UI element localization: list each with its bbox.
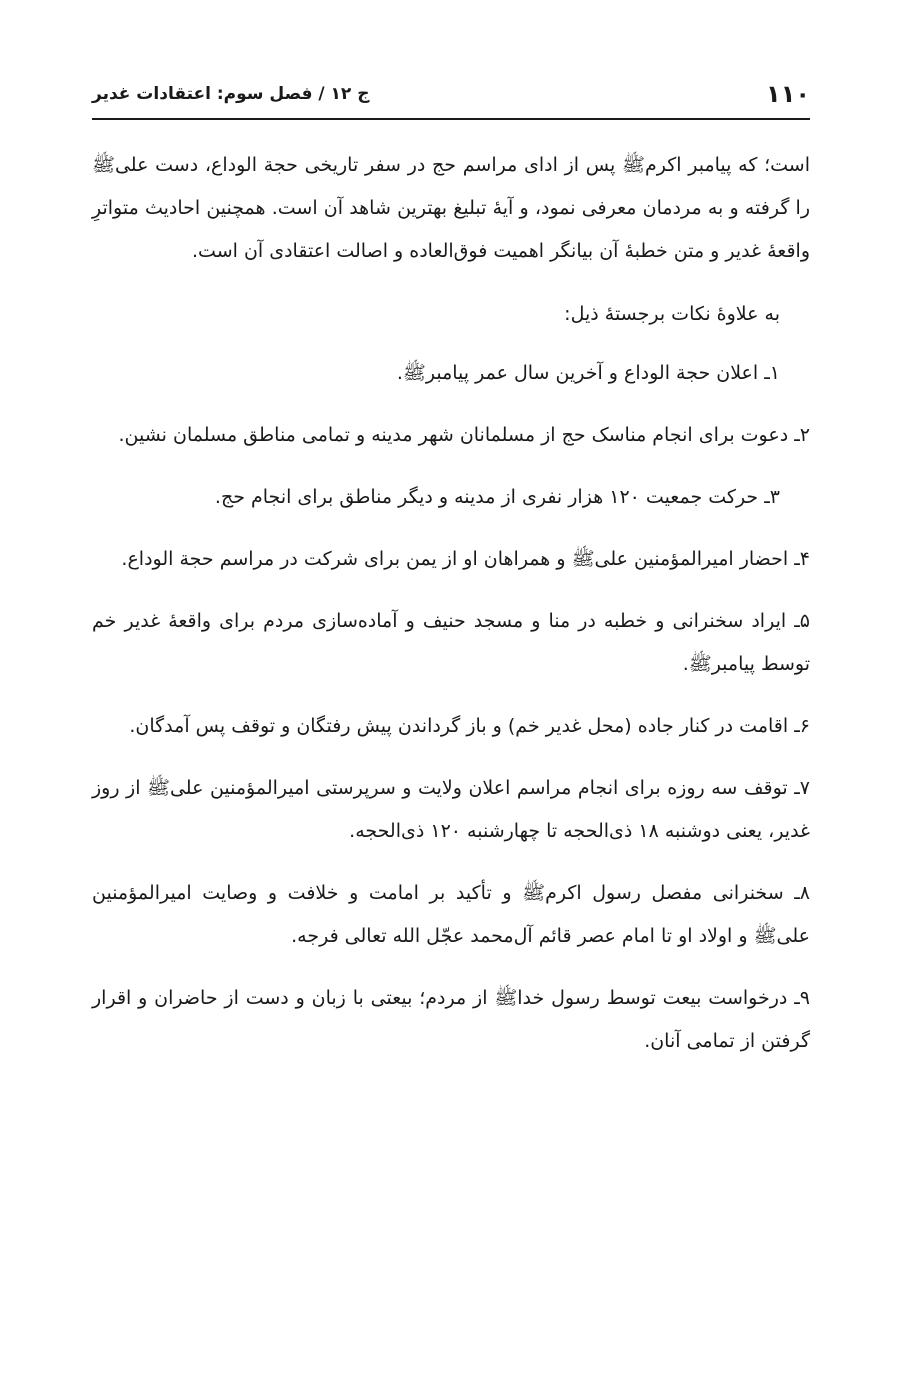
page-number: ۱۱۰: [766, 80, 810, 108]
list-item-2: ۲ـ دعوت برای انجام مناسک حج از مسلمانان شهر مدینه و تمامی مناطق مسلمان نشین.: [118, 424, 810, 446]
list-item-4: ۴ـ احضار امیرالمؤمنین علیﷺ و همراهان او از یمن برای شرکت در مراسم حجة الوداع.: [121, 548, 810, 570]
running-title: ج ۱۲ / فصل سوم: اعتقادات غدیر: [92, 84, 370, 104]
list-item-9: ۹ـ درخواست بیعت توسط رسول خداﷺ از مردم؛ بیعتی با زبان و دست از حاضران و اقرار گرفتن از تمامی آنان.: [92, 987, 810, 1052]
list-item-7: ۷ـ توقف سه روزه برای انجام مراسم اعلان ولایت و سرپرستی امیرالمؤمنین علیﷺ از روز غدیر، یعنی دوشنبه ۱۸ ذی‌الحجه تا چهارشنبه ۱۲۰ ذی‌الحجه.: [92, 777, 810, 842]
list-item-3: ۳ـ حرکت جمعیت ۱۲۰ هزار نفری از مدینه و دیگر مناطق برای انجام حج.: [214, 486, 780, 508]
list-item-8: ۸ـ سخنرانی مفصل رسول اکرمﷺ و تأکید بر امامت و خلافت و وصایت امیرالمؤمنین علیﷺ و اولاد او تا امام عصر قائم آل‌محمد عجّل الله تعالی فرجه.: [92, 882, 810, 947]
book-page: [92, 0, 810, 1390]
paragraph-intro: به علاوهٔ نکات برجستهٔ ذیل:: [564, 303, 780, 325]
paragraph-opening: است؛ که پیامبر اکرمﷺ پس از ادای مراسم حج در سفر تاریخی حجة الوداع، دست علی‌ﷺ را گرفته و به مردمان معرفی نمود، و آیهٔ تبلیغ بهترین شاهد آن است. همچنین احادیث متواترِ واقعهٔ غدیر و متن خطبهٔ آن بیانگر اهمیت فوق‌العاده و اصالت اعتقادی آن است.: [92, 154, 810, 262]
header-divider: [92, 118, 810, 120]
list-item-5: ۵ـ ایراد سخنرانی و خطبه در منا و مسجد حنیف و آماده‌سازی مردم برای واقعهٔ غدیر خم توسط پیامبرﷺ.: [92, 610, 810, 675]
list-item-1: ۱ـ اعلان حجة الوداع و آخرین سال عمر پیامبرﷺ.: [396, 362, 780, 384]
page-header: [92, 74, 810, 114]
list-item-6: ۶ـ اقامت در کنار جاده (محل غدیر خم) و باز گرداندن پیش رفتگان و توقف پس آمدگان.: [129, 715, 810, 737]
body-text: [92, 144, 810, 1082]
